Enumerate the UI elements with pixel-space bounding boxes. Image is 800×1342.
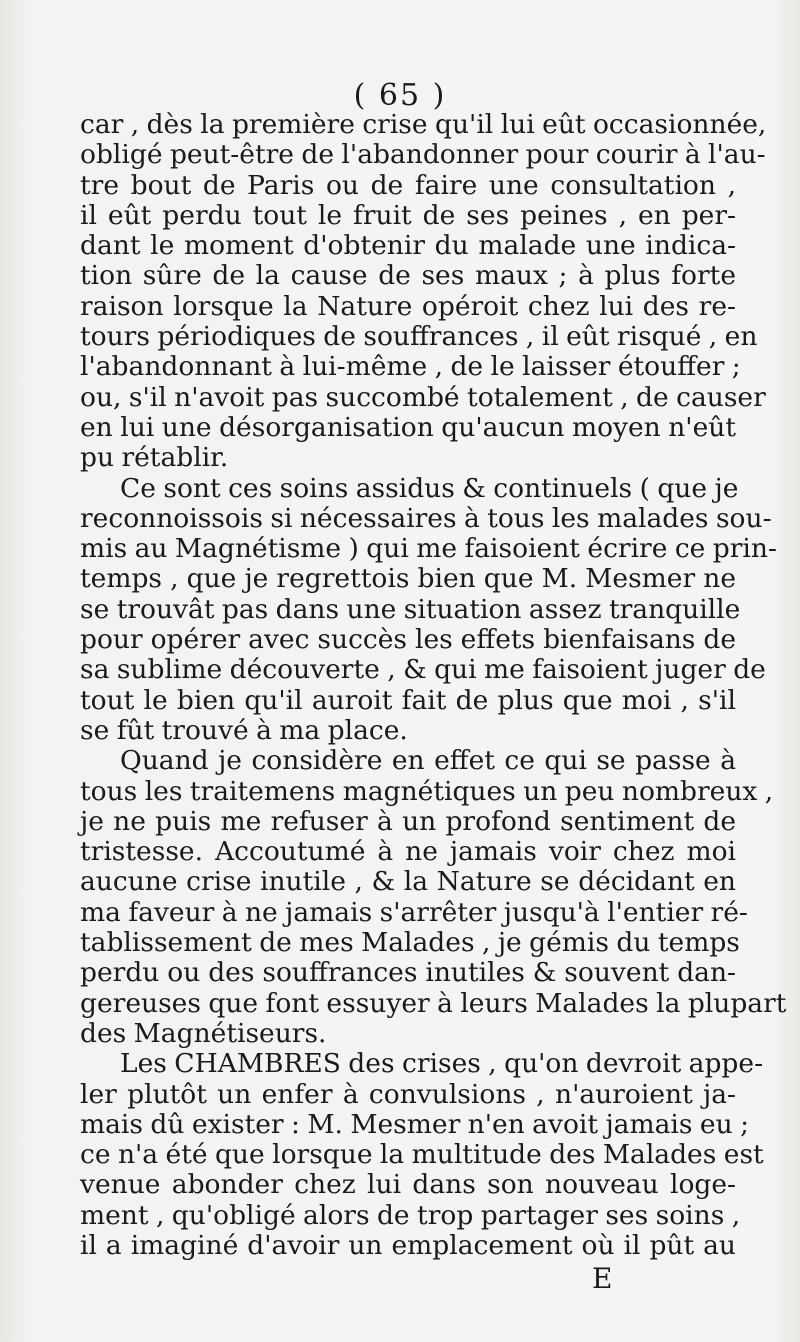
text-line: perdu ou des souffrances inutiles & souvent dan-	[80, 957, 736, 989]
page-number: ( 65 )	[353, 78, 447, 113]
text-line: car , dès la première crise qu'il lui eût occasionnée,	[80, 109, 767, 140]
text-line: tours périodiques de souffrances , il eût risqué , en	[80, 321, 758, 353]
text-line: venue abonder chez lui dans son nouveau loge-	[80, 1169, 736, 1201]
signature-mark: E	[592, 1262, 613, 1295]
text-line: des Magnétiseurs.	[80, 1017, 327, 1049]
text-line: tous les traitemens magnétiques un peu nombreux ,	[80, 775, 774, 807]
text-line: je ne puis me refuser à un profond sentiment de	[80, 805, 736, 837]
text-line: tristesse. Accoutumé à ne jamais voir chez moi	[80, 836, 736, 868]
text-line: dant le moment d'obtenir du malade une indica-	[80, 230, 736, 262]
text-line: tre bout de Paris ou de faire une consultation ,	[80, 169, 736, 201]
text-line: il eût perdu tout le fruit de ses peines , en per-	[80, 199, 736, 231]
text-line: pu rétablir.	[80, 442, 229, 474]
text-line: tion sûre de la cause de ses maux ; à plus forte	[80, 260, 736, 292]
text-line: tout le bien qu'il auroit fait de plus que moi , s'il	[80, 684, 736, 716]
text-line: l'abandonnant à lui-même , de le laisser étouffer ;	[80, 351, 741, 383]
text-line: Ce sont ces soins assidus & continuels ( que je	[120, 472, 739, 504]
text-line: temps , que je regrettois bien que M. Mesmer ne	[80, 563, 736, 595]
text-line: ma faveur à ne jamais s'arrêter jusqu'à l'entier ré-	[80, 896, 748, 928]
text-line: il a imaginé d'avoir un emplacement où il pût au	[80, 1229, 736, 1261]
text-line: ment , qu'obligé alors de trop partager ses soins ,	[80, 1199, 741, 1231]
text-line: en lui une désorganisation qu'aucun moyen n'eût	[80, 411, 736, 443]
text-line: sa sublime découverte , & qui me faisoient juger de	[80, 654, 766, 686]
text-line: ou, s'il n'avoit pas succombé totalement , de causer	[80, 381, 766, 413]
text-line: mais dû exister : M. Mesmer n'en avoit jamais eu ;	[80, 1108, 749, 1140]
text-line: gereuses que font essuyer à leurs Malades la plupart	[80, 987, 787, 1019]
text-line: ce n'a été que lorsque la multitude des Malades est	[80, 1139, 764, 1171]
body-text	[80, 109, 787, 1261]
text-line: tablissement de mes Malades , je gémis du temps	[80, 927, 740, 959]
text-line: se trouvât pas dans une situation assez tranquille	[80, 593, 741, 625]
text-line: ler plutôt un enfer à convulsions , n'auroient ja-	[80, 1078, 736, 1110]
text-line: obligé peut-être de l'abandonner pour courir à l'au-	[80, 139, 766, 171]
text-line: raison lorsque la Nature opéroit chez lui des re-	[80, 290, 736, 322]
text-line: Les CHAMBRES des crises , qu'on devroit appe-	[120, 1048, 764, 1080]
text-line: aucune crise inutile , & la Nature se décidant en	[80, 866, 736, 898]
text-line: Quand je considère en effet ce qui se passe à	[120, 745, 736, 777]
text-line: reconnoissois si nécessaires à tous les malades sou-	[80, 502, 772, 534]
text-line: pour opérer avec succès les effets bienfaisans de	[80, 624, 736, 656]
text-line: se fût trouvé à ma place.	[80, 714, 408, 746]
text-line: mis au Magnétisme ) qui me faisoient écrire ce prin-	[80, 533, 777, 565]
